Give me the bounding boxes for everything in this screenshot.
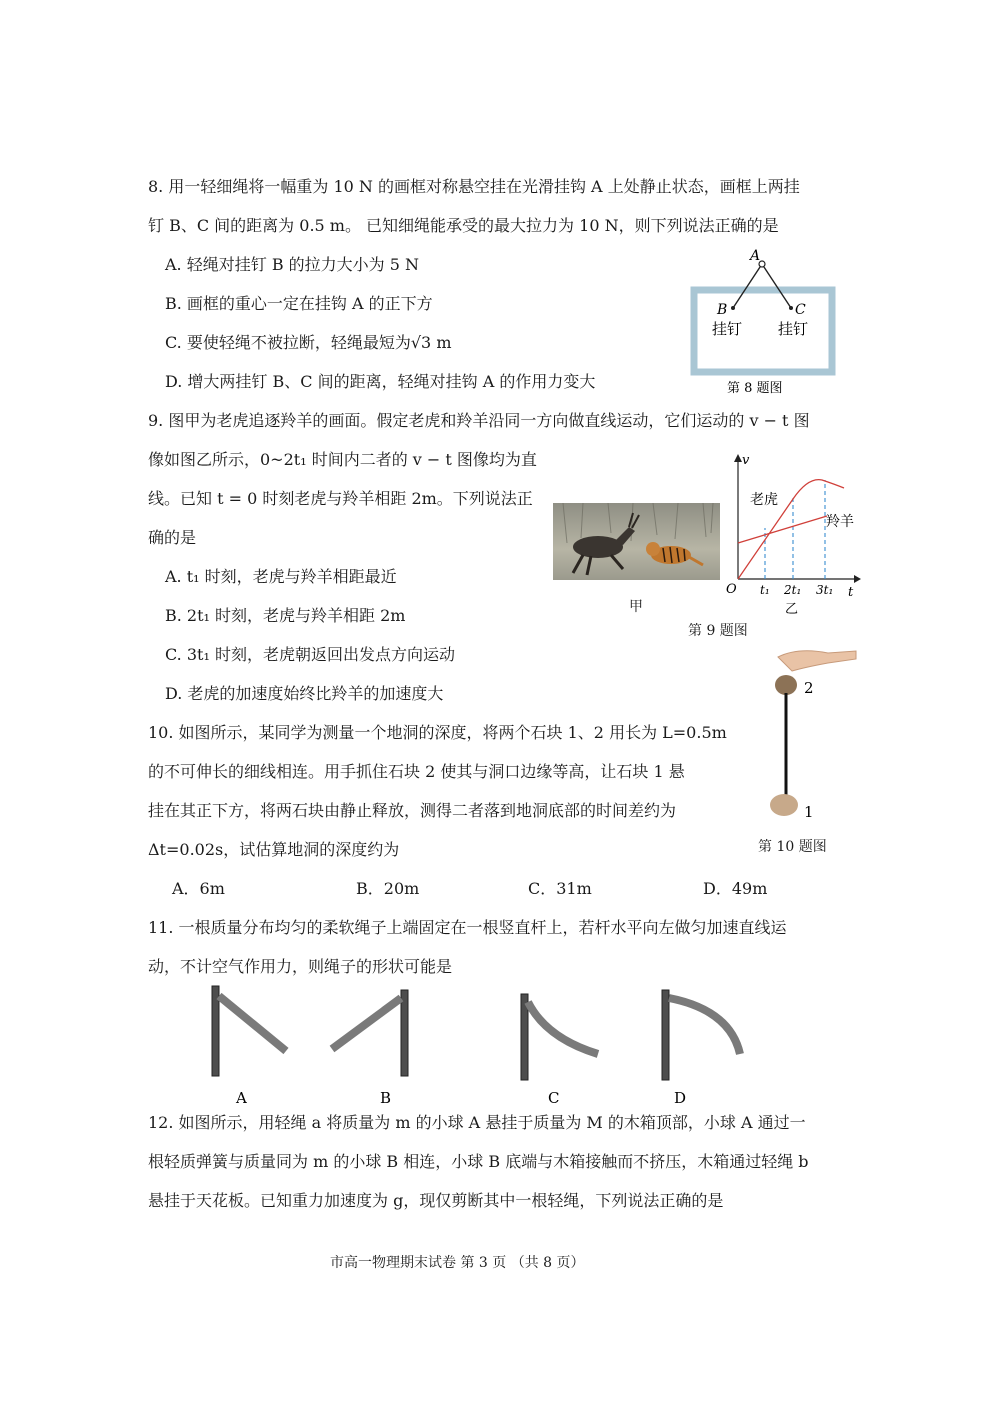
q9-stem-line-4: 确的是 <box>148 528 197 547</box>
option-c-label: C <box>548 1089 560 1107</box>
option-c-diagram <box>521 994 598 1080</box>
q12-stem-line-3: 悬挂于天花板。已知重力加速度为 g，现仅剪断其中一根轻绳，下列说法正确的是 <box>148 1191 724 1210</box>
t1-tick-label: t₁ <box>760 583 770 597</box>
q8-option-c-unit: m <box>431 333 452 352</box>
v-axis-arrow-icon <box>734 454 742 462</box>
q9-option-a: A. t₁ 时刻，老虎与羚羊相距最近 <box>165 567 397 586</box>
option-a-diagram <box>212 986 286 1076</box>
v-label: v <box>742 453 750 468</box>
q8-option-b: B. 画框的重心一定在挂钩 A 的正下方 <box>165 294 433 313</box>
q9-stem-line-2: 像如图乙所示，0~2t₁ 时间内二者的 v − t 图像均为直 <box>148 450 537 469</box>
page-footer: 市高一物理期末试卷 第 3 页 （共 8 页） <box>330 1255 585 1271</box>
q8-option-c <box>165 333 452 353</box>
nail-b-icon <box>731 306 735 310</box>
q10-option-d: D．49m <box>703 879 768 898</box>
q9-option-b: B. 2t₁ 时刻，老虎与羚羊相距 2m <box>165 606 406 625</box>
3t1-tick-label: 3t₁ <box>816 583 834 597</box>
stone-1-icon <box>770 794 798 816</box>
q9-caption: 第 9 题图 <box>688 623 748 639</box>
q9-option-d: D. 老虎的加速度始终比羚羊的加速度大 <box>165 684 444 703</box>
stone-1-label: 1 <box>804 803 814 821</box>
label-a: A <box>750 248 761 264</box>
t-label: t <box>848 585 854 600</box>
q11-stem-line-1: 11. 一根质量分布均匀的柔软绳子上端固定在一根竖直杆上，若杆水平向左做匀加速直线运 <box>148 918 787 937</box>
q8-stem-line-1: 8. 用一轻细绳将一幅重为 10 N 的画框对称悬空挂在光滑挂钩 A 上处静止状态，画框上两挂 <box>148 177 800 196</box>
label-c: C <box>795 302 806 318</box>
q9-stem-line-1: 9. 图甲为老虎追逐羚羊的画面。假定老虎和羚羊沿同一方向做直线运动，它们运动的 v − t 图 <box>148 411 810 430</box>
2t1-tick-label: 2t₁ <box>784 583 802 597</box>
nail-label-left: 挂钉 <box>712 320 743 338</box>
q8-stem-line-2: 钉 B、C 间的距离为 0.5 m。 已知细绳能承受的最大拉力为 10 N，则下列说法正确的是 <box>148 216 779 235</box>
hand-icon <box>778 651 856 671</box>
q10-stem-line-1: 10. 如图所示，某同学为测量一个地洞的深度，将两个石块 1、2 用长为 L=0.5m <box>148 723 727 742</box>
stone-2-icon <box>775 675 797 695</box>
q8-caption: 第 8 题图 <box>727 381 783 396</box>
origin-label: O <box>726 582 737 597</box>
t-axis-arrow-icon <box>854 575 861 583</box>
q9-stem-line-3: 线。已知 t = 0 时刻老虎与羚羊相距 2m。下列说法正 <box>148 489 533 508</box>
q10-stem-line-3: 挂在其正下方，将两石块由静止释放，测得二者落到地洞底部的时间差约为 <box>148 801 677 820</box>
q9-photo-label: 甲 <box>629 599 643 615</box>
q10-stem-line-2: 的不可伸长的细线相连。用手抓住石块 2 使其与洞口边缘等高，让石块 1 悬 <box>148 762 685 781</box>
option-d-diagram <box>662 990 740 1080</box>
graph-label: 乙 <box>785 602 799 617</box>
option-d-label: D <box>674 1089 687 1107</box>
q9-vt-graph <box>722 452 862 617</box>
q10-option-c: C．31m <box>528 879 592 898</box>
nail-label-right: 挂钉 <box>778 320 809 338</box>
antelope-label: 羚羊 <box>826 514 854 530</box>
q10-option-a: A．6m <box>172 879 225 898</box>
q8-option-d: D. 增大两挂钉 B、C 间的距离，轻绳对挂钩 A 的作用力变大 <box>165 372 596 391</box>
q8-option-a: A. 轻绳对挂钉 B 的拉力大小为 5 N <box>165 255 420 274</box>
q12-stem-line-1: 12. 如图所示，用轻绳 a 将质量为 m 的小球 A 悬挂于质量为 M 的木箱顶部，小球 A 通过一 <box>148 1113 806 1132</box>
q10-stem-line-4: Δt=0.02s，试估算地洞的深度约为 <box>148 840 400 859</box>
option-a-label: A <box>236 1089 247 1107</box>
label-b: B <box>717 302 728 318</box>
q12-stem-line-2: 根轻质弹簧与质量同为 m 的小球 B 相连，小球 B 底端与木箱接触而不挤压，木箱通过轻绳 b <box>148 1152 809 1171</box>
option-b-diagram <box>332 990 408 1076</box>
q10-figure <box>758 645 858 855</box>
q10-caption: 第 10 题图 <box>758 839 827 855</box>
q11-stem-line-2: 动，不计空气作用力，则绳子的形状可能是 <box>148 957 453 976</box>
option-b-label: B <box>380 1089 392 1107</box>
stone-2-label: 2 <box>804 679 814 697</box>
antelope-line <box>738 516 827 543</box>
q10-option-b: B．20m <box>356 879 420 898</box>
q11-figure <box>190 982 750 1110</box>
q8-option-c-text: C. 要使轻绳不被拉断，轻绳最短为 <box>165 333 411 352</box>
q9-photo <box>553 503 720 580</box>
tiger-label: 老虎 <box>750 492 778 508</box>
q8-figure <box>690 246 840 396</box>
nail-c-icon <box>789 306 793 310</box>
q9-option-c: C. 3t₁ 时刻，老虎朝返回出发点方向运动 <box>165 645 455 664</box>
sqrt-symbol: √3 <box>410 333 432 352</box>
